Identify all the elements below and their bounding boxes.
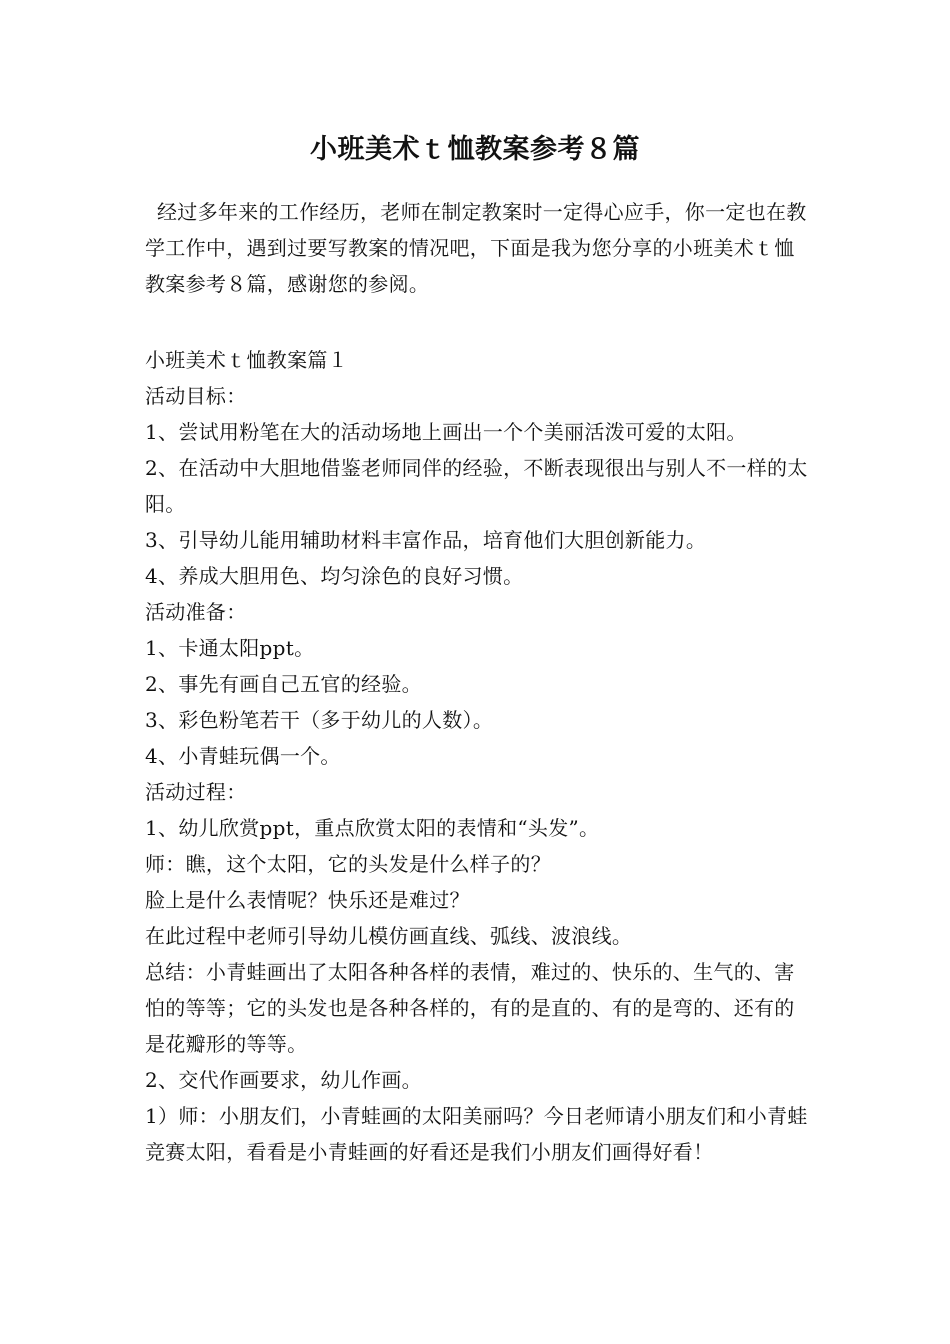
process-text: 脸上是什么表情呢？快乐还是难过？ [145,888,470,912]
subheading-activity-goals: 活动目标： [145,384,247,408]
process-summary: 总结：小青蛙画出了太阳各种各样的表情，难过的、快乐的、生气的、害怕的等等；它的头发也是各种各样的，有的是直的、有的是弯的、还有的是花瓣形的等等。 [145,960,795,1056]
goal-item: 2、在活动中大胆地借鉴老师同伴的经验，不断表现很出与别人不一样的太阳。 [145,456,808,516]
process-text: 在此过程中老师引导幼儿模仿画直线、弧线、波浪线。 [145,924,633,948]
goal-item: 1、尝试用粉笔在大的活动场地上画出一个个美丽活泼可爱的太阳。 [145,420,747,444]
document-title: 小班美术ｔ恤教案参考８篇 [310,134,640,165]
preparation-item: 3、彩色粉笔若干（多于幼儿的人数）。 [145,708,494,732]
subheading-activity-preparation: 活动准备： [145,600,247,624]
document-body [145,342,810,1170]
preparation-item: 4、小青蛙玩偶一个。 [145,744,341,768]
section-heading: 小班美术ｔ恤教案篇１ [145,348,348,372]
preparation-item: 2、事先有画自己五官的经验。 [145,672,422,696]
goal-item: 3、引导幼儿能用辅助材料丰富作品，培育他们大胆创新能力。 [145,528,707,552]
preparation-item: 1、卡通太阳ppt。 [145,636,315,660]
process-step: 1、幼儿欣赏ppt，重点欣赏太阳的表情和“头发”。 [145,816,600,840]
process-step: 2、交代作画要求，幼儿作画。 [145,1068,422,1092]
process-text: 1）师：小朋友们，小青蛙画的太阳美丽吗？今日老师请小朋友们和小青蛙竞赛太阳，看看是小青蛙画的好看还是我们小朋友们画得好看！ [145,1104,808,1164]
intro-paragraph: 经过多年来的工作经历，老师在制定教案时一定得心应手，你一定也在教学工作中，遇到过要写教案的情况吧，下面是我为您分享的小班美术ｔ恤教案参考８篇，感谢您的参阅。 [145,200,807,296]
subheading-activity-process: 活动过程： [145,780,247,804]
goal-item: 4、养成大胆用色、均匀涂色的良好习惯。 [145,564,524,588]
process-text: 师：瞧，这个太阳，它的头发是什么样子的？ [145,852,551,876]
